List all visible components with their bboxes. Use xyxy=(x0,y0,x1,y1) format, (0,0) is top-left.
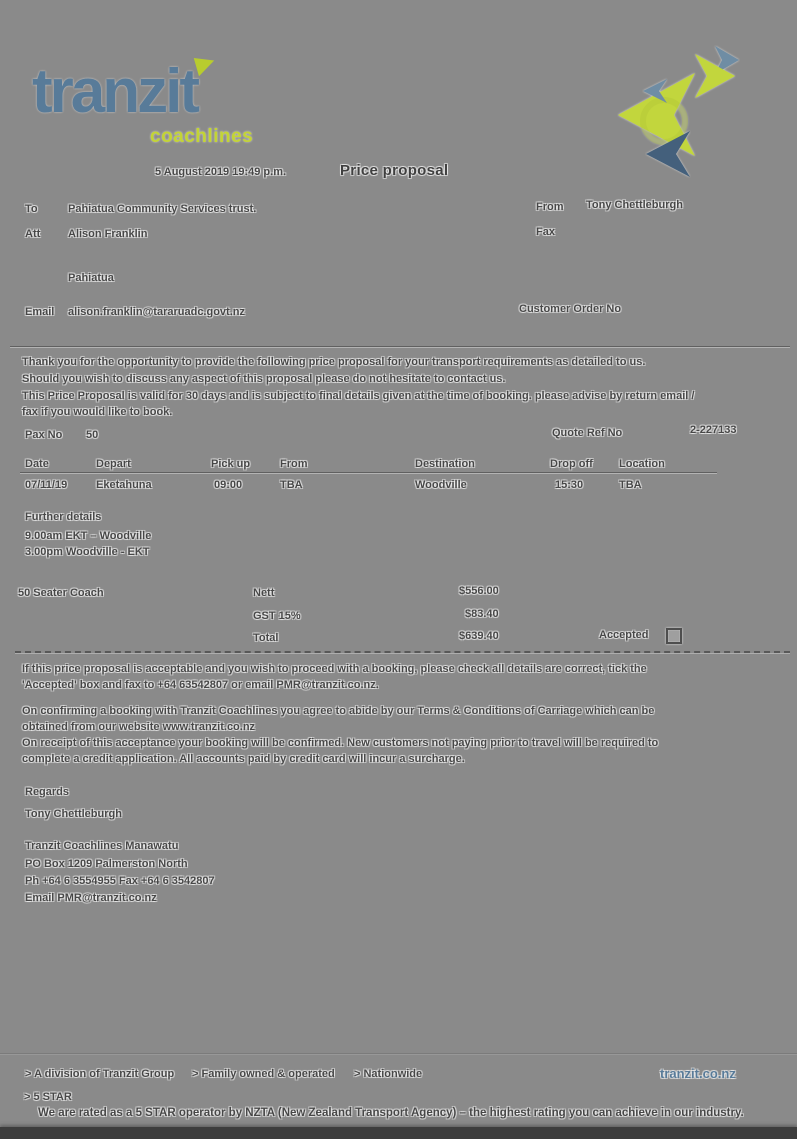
cell-destination: Woodville xyxy=(415,479,467,491)
from-value: Tony Chettleburgh xyxy=(586,199,683,211)
att-value: Alison Franklin xyxy=(68,228,148,240)
regards-text: Regards xyxy=(25,786,70,798)
terms-line: complete a credit application. All accounts paid by credit card will incur a surcharge. xyxy=(22,753,465,765)
quote-ref-label: Quote Ref No xyxy=(552,427,623,439)
tranzit-arrows-logo xyxy=(612,33,782,185)
nett-label: Nett xyxy=(253,587,275,599)
accepted-checkbox[interactable] xyxy=(666,628,682,644)
company-email: Email PMR@tranzit.co.nz xyxy=(25,892,157,904)
footer-website-link: tranzit.co.nz xyxy=(660,1066,736,1081)
terms-line: On receipt of this acceptance your booking will be confirmed. New customers not paying prior to travel will be required to xyxy=(22,737,659,749)
footer-star-rating: > 5 STAR xyxy=(24,1091,72,1103)
terms-line: If this price proposal is acceptable and you wish to proceed with a booking, please check all details are correct, tick the xyxy=(22,663,647,675)
gst-label: GST 15% xyxy=(253,610,301,622)
tranzit-wordmark: tranzit xyxy=(32,57,197,126)
scan-edge-band xyxy=(0,1127,797,1139)
to-value: Pahiatua Community Services trust. xyxy=(68,203,257,215)
table-header-underline xyxy=(20,472,717,473)
intro-line: Should you wish to discuss any aspect of this proposal please do not hesitate to contact us. xyxy=(22,373,506,385)
from-label: From xyxy=(536,201,564,213)
further-details-line: 9.00am EKT – Woodville xyxy=(25,530,152,542)
signature-name: Tony Chettleburgh xyxy=(25,808,122,820)
terms-line: 'Accepted' box and fax to +64 63542807 or email PMR@tranzit.co.nz. xyxy=(22,679,379,691)
footer-item: > Family owned & operated xyxy=(192,1068,335,1080)
intro-line: Thank you for the opportunity to provide the following price proposal for your transport requirements as detailed to us. xyxy=(22,356,646,368)
total-value: $639.40 xyxy=(459,630,499,642)
terms-line: On confirming a booking with Tranzit Coachlines you agree to abide by our Terms & Conditions of Carriage which can be xyxy=(22,705,655,717)
col-header-location: Location xyxy=(619,458,665,470)
document-datetime: 5 August 2019 19:49 p.m. xyxy=(155,166,287,178)
city-value: Pahiatua xyxy=(68,272,114,284)
page-title: Price proposal xyxy=(340,162,449,179)
cell-depart: Eketahuna xyxy=(96,479,152,491)
dashed-divider xyxy=(15,651,790,653)
col-header-from: From xyxy=(280,458,308,470)
fax-label: Fax xyxy=(536,226,555,238)
company-name: Tranzit Coachlines Manawatu xyxy=(25,840,179,852)
company-address: PO Box 1209 Palmerston North xyxy=(25,858,188,870)
gst-value: $83.40 xyxy=(465,608,499,620)
col-header-dropoff: Drop off xyxy=(550,458,593,470)
section-divider xyxy=(10,346,790,347)
accepted-label: Accepted xyxy=(599,629,649,641)
col-header-depart: Depart xyxy=(96,458,131,470)
footer-item: > Nationwide xyxy=(354,1068,423,1080)
footer-divider xyxy=(0,1053,797,1054)
terms-line: obtained from our website www.tranzit.co.nz xyxy=(22,721,256,733)
email-value: alison.franklin@tararuadc.govt.nz xyxy=(68,306,245,318)
tranzit-tagline: coachlines xyxy=(150,126,254,147)
further-details-title: Further details xyxy=(25,511,102,523)
footer-rating-statement: We are rated as a 5 STAR operator by NZTA (New Zealand Transport Agency) – the highest rating you can achieve in our industry. xyxy=(38,1107,744,1119)
pax-value: 50 xyxy=(86,429,99,441)
to-label: To xyxy=(25,203,38,215)
att-label: Att xyxy=(25,228,41,240)
intro-line: This Price Proposal is valid for 30 days and is subject to final details given at the time of booking. please advise by return email / xyxy=(22,390,695,402)
pax-label: Pax No xyxy=(25,429,63,441)
intro-line: fax if you would like to book. xyxy=(22,406,173,418)
email-label: Email xyxy=(25,306,55,318)
further-details-line: 3.00pm Woodville - EKT xyxy=(25,546,150,558)
quote-ref-value: 2-227133 xyxy=(690,424,737,436)
footer-item: > A division of Tranzit Group xyxy=(25,1068,175,1080)
cell-location: TBA xyxy=(619,479,642,491)
customer-order-label: Customer Order No xyxy=(519,303,622,315)
tranzit-green-arrow-icon xyxy=(194,53,218,77)
cell-pickup: 09:00 xyxy=(214,479,243,491)
col-header-date: Date xyxy=(25,458,49,470)
cell-dropoff: 15:30 xyxy=(555,479,584,491)
nett-value: $556.00 xyxy=(459,585,499,597)
cell-from: TBA xyxy=(280,479,303,491)
col-header-pickup: Pick up xyxy=(211,458,251,470)
company-phone-fax: Ph +64 6 3554955 Fax +64 6 3542807 xyxy=(25,875,215,887)
pricing-item: 50 Seater Coach xyxy=(18,587,104,599)
cell-date: 07/11/19 xyxy=(25,479,68,491)
col-header-destination: Destination xyxy=(415,458,475,470)
total-label: Total xyxy=(253,632,279,644)
